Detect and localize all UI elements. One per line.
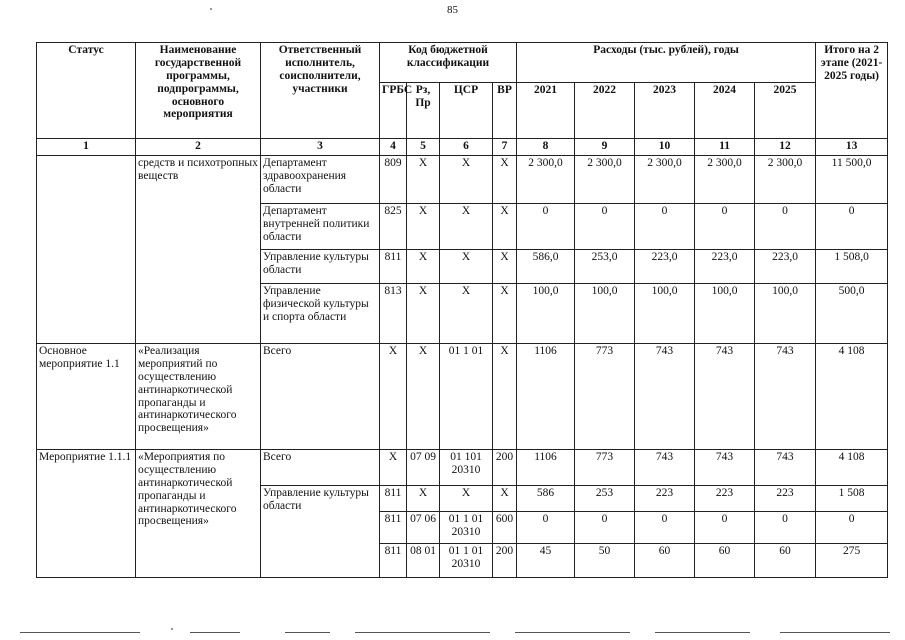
scan-speck (210, 8, 212, 10)
header-status: Статус (37, 43, 136, 139)
csr-cell: 01 1 01 20310 (440, 512, 493, 544)
csr-cell: 01 1 01 20310 (440, 544, 493, 578)
value-cell: 0 (695, 512, 755, 544)
value-cell: 100,0 (695, 284, 755, 344)
value-cell: 2 300,0 (695, 156, 755, 204)
vr-cell: Х (493, 250, 517, 284)
scan-edge-lines (0, 632, 905, 634)
csr-cell: 01 1 01 (440, 344, 493, 450)
column-number: 5 (407, 139, 440, 156)
total-cell: 275 (816, 544, 888, 578)
grbs-cell: 825 (380, 204, 407, 250)
column-number: 9 (575, 139, 635, 156)
csr-cell: Х (440, 204, 493, 250)
status-cell: Основное мероприятие 1.1 (37, 344, 136, 450)
total-cell: 4 108 (816, 450, 888, 486)
value-cell: 743 (695, 344, 755, 450)
status-cell (37, 156, 136, 344)
value-cell: 50 (575, 544, 635, 578)
value-cell: 0 (517, 512, 575, 544)
csr-cell: Х (440, 486, 493, 512)
table-row (37, 344, 888, 450)
budget-table (36, 42, 888, 578)
header-year: 2021 (517, 83, 575, 139)
total-cell: 11 500,0 (816, 156, 888, 204)
value-cell: 45 (517, 544, 575, 578)
status-cell: Мероприятие 1.1.1 (37, 450, 136, 578)
header-year: 2025 (755, 83, 816, 139)
vr-cell: Х (493, 156, 517, 204)
value-cell: 100,0 (755, 284, 816, 344)
program-name-cell: «Мероприятия по осуществлению антинаркотической пропаганды и антинаркотического просвещения» (136, 450, 261, 578)
csr-cell: 01 101 20310 (440, 450, 493, 486)
value-cell: 253 (575, 486, 635, 512)
value-cell: 223,0 (635, 250, 695, 284)
header-year: 2022 (575, 83, 635, 139)
grbs-cell: 811 (380, 512, 407, 544)
column-number: 10 (635, 139, 695, 156)
rz-cell: 07 06 (407, 512, 440, 544)
value-cell: 223 (635, 486, 695, 512)
value-cell: 0 (755, 204, 816, 250)
executor-cell: Управление физической культуры и спорта области (261, 284, 380, 344)
program-name-cell: «Реализация мероприятий по осуществлению антинаркотической пропаганды и антинаркотического просвещения» (136, 344, 261, 450)
vr-cell: Х (493, 204, 517, 250)
value-cell: 223 (755, 486, 816, 512)
scan-speck (171, 628, 173, 630)
total-cell: 1 508,0 (816, 250, 888, 284)
grbs-cell: 811 (380, 544, 407, 578)
column-number: 3 (261, 139, 380, 156)
value-cell: 0 (575, 204, 635, 250)
rz-cell: 07 09 (407, 450, 440, 486)
value-cell: 743 (695, 450, 755, 486)
rz-cell: Х (407, 156, 440, 204)
rz-cell: Х (407, 250, 440, 284)
value-cell: 773 (575, 450, 635, 486)
total-cell: 1 508 (816, 486, 888, 512)
vr-cell: 200 (493, 450, 517, 486)
value-cell: 100,0 (635, 284, 695, 344)
header-program-name: Наименование государственной программы, подпрограммы, основного мероприятия (136, 43, 261, 139)
rz-cell: Х (407, 344, 440, 450)
csr-cell: Х (440, 156, 493, 204)
value-cell: 1106 (517, 344, 575, 450)
rz-cell: Х (407, 284, 440, 344)
vr-cell: Х (493, 284, 517, 344)
header-responsible: Ответственный исполнитель, соисполнители, участники (261, 43, 380, 139)
column-number: 11 (695, 139, 755, 156)
total-cell: 4 108 (816, 344, 888, 450)
rz-cell: Х (407, 486, 440, 512)
value-cell: 0 (635, 512, 695, 544)
value-cell: 743 (755, 450, 816, 486)
vr-cell: Х (493, 486, 517, 512)
executor-cell: Всего (261, 450, 380, 486)
header-year: 2024 (695, 83, 755, 139)
column-number: 12 (755, 139, 816, 156)
value-cell: 743 (635, 450, 695, 486)
value-cell: 0 (575, 512, 635, 544)
column-number: 6 (440, 139, 493, 156)
value-cell: 2 300,0 (575, 156, 635, 204)
value-cell: 60 (635, 544, 695, 578)
grbs-cell: 809 (380, 156, 407, 204)
total-cell: 0 (816, 204, 888, 250)
header-row-top (37, 43, 888, 83)
header-grbs: ГРБС (380, 83, 407, 139)
column-number: 8 (517, 139, 575, 156)
executor-cell: Департамент здравоохранения области (261, 156, 380, 204)
value-cell: 253,0 (575, 250, 635, 284)
vr-cell: 600 (493, 512, 517, 544)
page-number: 85 (447, 4, 458, 16)
header-total: Итого на 2 этапе (2021-2025 годы) (816, 43, 888, 139)
value-cell: 743 (755, 344, 816, 450)
header-year: 2023 (635, 83, 695, 139)
rz-cell: 08 01 (407, 544, 440, 578)
value-cell: 223,0 (755, 250, 816, 284)
header-csr: ЦСР (440, 83, 493, 139)
value-cell: 743 (635, 344, 695, 450)
column-number-row (37, 139, 888, 156)
header-vr: ВР (493, 83, 517, 139)
executor-cell: Управление культуры области (261, 250, 380, 284)
value-cell: 586,0 (517, 250, 575, 284)
program-name-cell: средств и психотропных веществ (136, 156, 261, 344)
value-cell: 773 (575, 344, 635, 450)
column-number: 7 (493, 139, 517, 156)
column-number: 2 (136, 139, 261, 156)
column-number: 13 (816, 139, 888, 156)
value-cell: 0 (695, 204, 755, 250)
grbs-cell: Х (380, 450, 407, 486)
rz-cell: Х (407, 204, 440, 250)
total-cell: 0 (816, 512, 888, 544)
vr-cell: 200 (493, 544, 517, 578)
value-cell: 60 (755, 544, 816, 578)
executor-cell: Департамент внутренней политики области (261, 204, 380, 250)
grbs-cell: 813 (380, 284, 407, 344)
value-cell: 0 (755, 512, 816, 544)
value-cell: 100,0 (517, 284, 575, 344)
value-cell: 223,0 (695, 250, 755, 284)
executor-cell: Всего (261, 344, 380, 450)
table-row (37, 450, 888, 486)
csr-cell: Х (440, 284, 493, 344)
header-rz-pr: Рз, Пр (407, 83, 440, 139)
csr-cell: Х (440, 250, 493, 284)
value-cell: 0 (635, 204, 695, 250)
value-cell: 60 (695, 544, 755, 578)
value-cell: 2 300,0 (755, 156, 816, 204)
grbs-cell: 811 (380, 250, 407, 284)
value-cell: 1106 (517, 450, 575, 486)
value-cell: 0 (517, 204, 575, 250)
header-budget-code: Код бюджетной классификации (380, 43, 517, 83)
value-cell: 100,0 (575, 284, 635, 344)
vr-cell: Х (493, 344, 517, 450)
column-number: 4 (380, 139, 407, 156)
value-cell: 586 (517, 486, 575, 512)
value-cell: 223 (695, 486, 755, 512)
column-number: 1 (37, 139, 136, 156)
table-row (37, 156, 888, 204)
total-cell: 500,0 (816, 284, 888, 344)
value-cell: 2 300,0 (517, 156, 575, 204)
header-expenses: Расходы (тыс. рублей), годы (517, 43, 816, 83)
value-cell: 2 300,0 (635, 156, 695, 204)
grbs-cell: 811 (380, 486, 407, 512)
grbs-cell: Х (380, 344, 407, 450)
executor-cell: Управление культуры области (261, 486, 380, 578)
